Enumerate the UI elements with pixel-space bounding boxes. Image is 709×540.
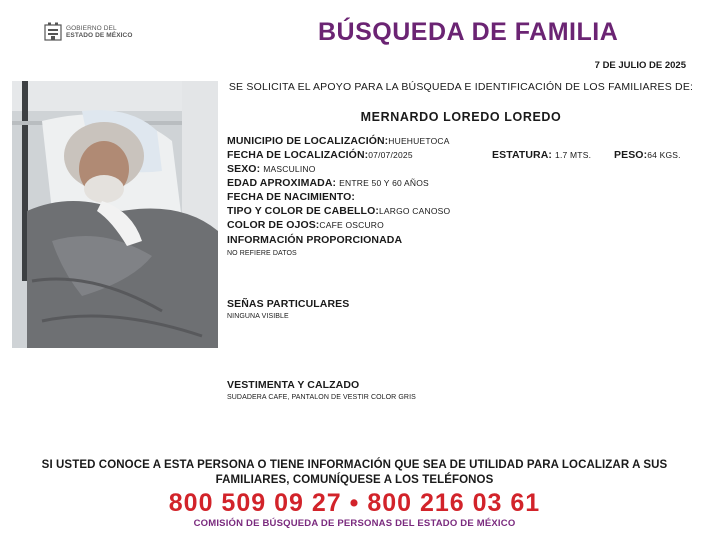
field-value: 1.7 MTS.: [555, 150, 592, 160]
field-label: MUNICIPIO DE LOCALIZACIÓN:: [227, 135, 389, 147]
field-label: COLOR DE OJOS:: [227, 219, 320, 231]
field-fecha-localizacion: [227, 149, 413, 161]
field-senas-label: SEÑAS PARTICULARES: [227, 298, 350, 310]
field-label: SEXO:: [227, 163, 261, 175]
field-value: 07/07/2025: [368, 150, 413, 160]
field-value: HUEHUETOCA: [388, 136, 450, 146]
notice-line-1: SI USTED CONOCE A ESTA PERSONA O TIENE INFORMACIÓN QUE SEA DE UTILIDAD PARA LOCALIZAR A SUS: [41, 459, 668, 471]
field-municipio: [227, 135, 450, 147]
bulletin-date: 7 DE JULIO DE 2025: [594, 60, 686, 71]
field-label: TIPO Y COLOR DE CABELLO:: [227, 205, 379, 217]
field-cabello: [227, 205, 450, 217]
phone-separator: •: [349, 489, 360, 517]
field-informacion-label: INFORMACIÓN PROPORCIONADA: [227, 234, 403, 246]
page-title: BÚSQUEDA DE FAMILIA: [318, 18, 619, 46]
field-value: 64 KGS.: [647, 150, 681, 160]
field-value: ENTRE 50 Y 60 AÑOS: [339, 178, 429, 188]
phone-number-2[interactable]: 800 216 03 61: [367, 489, 541, 517]
field-edad: [227, 177, 429, 189]
field-value: LARGO CANOSO: [378, 206, 451, 216]
person-name: MERNARDO LOREDO LOREDO: [360, 110, 562, 124]
field-label: FECHA DE LOCALIZACIÓN:: [227, 149, 369, 161]
field-label: FECHA DE NACIMIENTO:: [227, 191, 355, 203]
field-ojos: [227, 219, 384, 231]
field-vestimenta-label: VESTIMENTA Y CALZADO: [227, 379, 360, 391]
field-value: CAFE OSCURO: [319, 220, 384, 230]
field-label: PESO:: [614, 149, 648, 161]
field-informacion-value: NO REFIERE DATOS: [227, 250, 297, 257]
commission-name: COMISIÓN DE BÚSQUEDA DE PERSONAS DEL ESTADO DE MÉXICO: [193, 518, 516, 529]
field-label: EDAD APROXIMADA:: [227, 177, 337, 189]
phone-number-1[interactable]: 800 509 09 27: [168, 489, 342, 517]
logo-line-2: ESTADO DE MÉXICO: [66, 32, 133, 39]
logo-line-1: GOBIERNO DEL: [66, 25, 117, 32]
state-emblem-icon: [44, 22, 62, 42]
request-text: SE SOLICITA EL APOYO PARA LA BÚSQUEDA E IDENTIFICACIÓN DE LOS FAMILIARES DE:: [228, 81, 694, 93]
phone-numbers: [0, 489, 709, 518]
person-photo: [12, 81, 218, 348]
field-value: MASCULINO: [263, 164, 316, 174]
field-vestimenta-value: SUDADERA CAFE, PANTALON DE VESTIR COLOR GRIS: [227, 394, 416, 401]
notice-line-2: FAMILIARES, COMUNÍQUESE A LOS TELÉFONOS: [215, 474, 494, 486]
field-estatura: [492, 149, 591, 161]
government-logo: [44, 22, 133, 42]
field-senas-value: NINGUNA VISIBLE: [227, 313, 289, 320]
field-peso: [614, 149, 681, 161]
field-label: ESTATURA:: [492, 149, 553, 161]
field-fecha-nacimiento: [227, 191, 355, 203]
person-photo-icon: [12, 81, 218, 348]
field-sexo: [227, 163, 316, 175]
contact-notice: [20, 458, 689, 488]
